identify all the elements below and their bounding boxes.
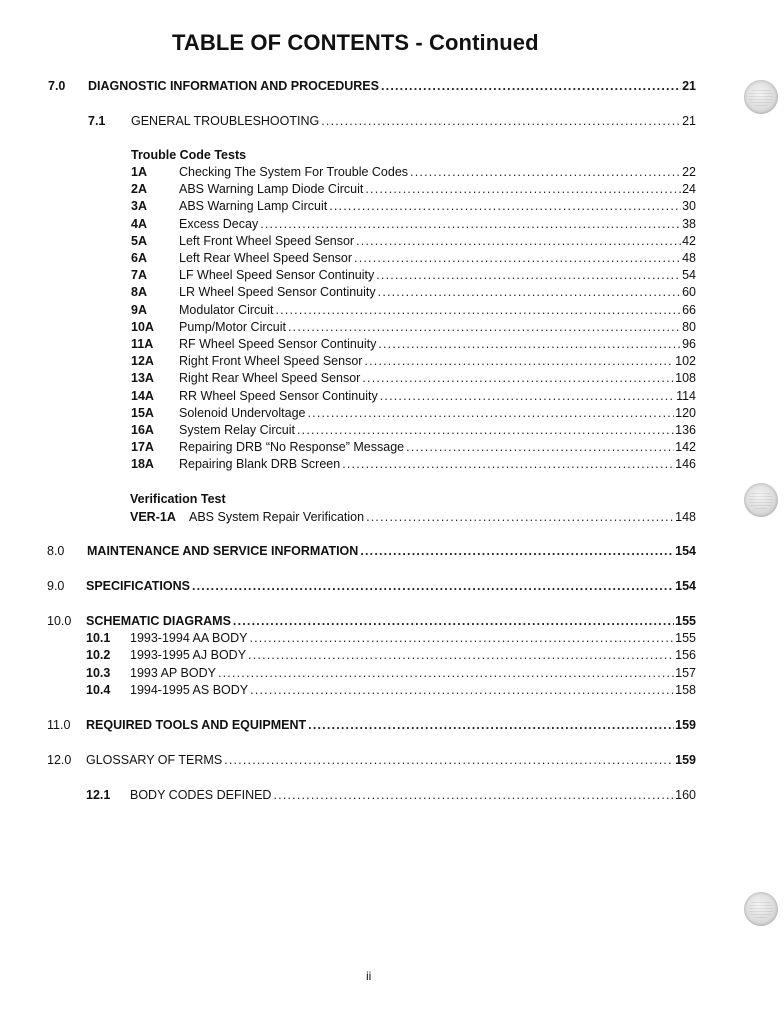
toc-entry-12-0[interactable] — [86, 752, 696, 769]
leader-dots — [273, 787, 674, 804]
entry-page: 155 — [675, 631, 696, 645]
test-code: 12A — [131, 354, 154, 368]
entry-page: 24 — [682, 182, 696, 196]
test-code: 7A — [131, 268, 147, 282]
entry-label: Repairing Blank DRB Screen — [179, 457, 341, 471]
section-number: 10.1 — [86, 631, 111, 645]
entry-label: RF Wheel Speed Sensor Continuity — [179, 337, 377, 351]
entry-label: GENERAL TROUBLESHOOTING — [131, 114, 320, 128]
entry-page: 158 — [675, 683, 696, 697]
entry-page: 80 — [682, 320, 696, 334]
toc-entry-test[interactable] — [179, 233, 696, 250]
section-number: 10.4 — [86, 683, 111, 697]
toc-entry-12-1[interactable] — [130, 787, 696, 804]
toc-entry-schematic[interactable] — [130, 682, 696, 699]
entry-label: 1993-1995 AJ BODY — [130, 648, 247, 662]
entry-label: SCHEMATIC DIAGRAMS — [86, 614, 231, 628]
toc-entry-test[interactable] — [179, 422, 696, 439]
toc-entry-test[interactable] — [179, 250, 696, 267]
leader-dots — [365, 181, 681, 198]
entry-label: REQUIRED TOOLS AND EQUIPMENT — [86, 718, 307, 732]
leader-dots — [260, 216, 681, 233]
toc-entry-schematic[interactable] — [130, 647, 696, 664]
test-code: 10A — [131, 320, 154, 334]
leader-dots — [249, 630, 674, 647]
leader-dots — [342, 456, 674, 473]
leader-dots — [378, 336, 681, 353]
entry-label: GLOSSARY OF TERMS — [86, 753, 223, 767]
leader-dots — [378, 284, 681, 301]
section-number: 11.0 — [47, 718, 71, 732]
section-number: 12.0 — [47, 753, 72, 767]
test-code: 17A — [131, 440, 154, 454]
entry-page: 54 — [682, 268, 696, 282]
toc-entry-8-0[interactable] — [87, 543, 696, 560]
section-number: 9.0 — [47, 579, 65, 593]
toc-entry-test[interactable] — [179, 216, 696, 233]
entry-page: 136 — [675, 423, 696, 437]
leader-dots — [329, 198, 681, 215]
entry-label: BODY CODES DEFINED — [130, 788, 272, 802]
entry-label: 1993-1994 AA BODY — [130, 631, 248, 645]
entry-label: Right Rear Wheel Speed Sensor — [179, 371, 361, 385]
entry-page: 156 — [675, 648, 696, 662]
toc-entry-test[interactable] — [179, 336, 696, 353]
toc-entry-test[interactable] — [179, 284, 696, 301]
leader-dots — [275, 302, 681, 319]
entry-page: 60 — [682, 285, 696, 299]
entry-page: 22 — [682, 165, 696, 179]
leader-dots — [356, 233, 681, 250]
toc-entry-11-0[interactable] — [86, 717, 696, 734]
entry-page: 154 — [675, 579, 696, 593]
leader-dots — [354, 250, 681, 267]
leader-dots — [288, 319, 681, 336]
toc-entry-ver-1a[interactable] — [189, 509, 696, 526]
leader-dots — [248, 647, 674, 664]
entry-page: 42 — [682, 234, 696, 248]
entry-page: 21 — [682, 114, 696, 128]
leader-dots — [218, 665, 674, 682]
entry-page: 38 — [682, 217, 696, 231]
toc-entry-test[interactable] — [179, 319, 696, 336]
entry-page: 157 — [675, 666, 696, 680]
leader-dots — [360, 543, 674, 560]
entry-label: LF Wheel Speed Sensor Continuity — [179, 268, 375, 282]
leader-dots — [308, 717, 674, 734]
leader-dots — [321, 113, 681, 130]
entry-page: 142 — [675, 440, 696, 454]
entry-page: 160 — [675, 788, 696, 802]
entry-page: 146 — [675, 457, 696, 471]
entry-page: 66 — [682, 303, 696, 317]
entry-page: 48 — [682, 251, 696, 265]
entry-label: Pump/Motor Circuit — [179, 320, 286, 334]
test-code: 18A — [131, 457, 154, 471]
leader-dots — [376, 267, 681, 284]
entry-label: RR Wheel Speed Sensor Continuity — [179, 389, 378, 403]
toc-entry-test[interactable] — [179, 353, 696, 370]
entry-label: 1993 AP BODY — [130, 666, 216, 680]
entry-label: SPECIFICATIONS — [86, 579, 190, 593]
toc-entry-test[interactable] — [179, 181, 696, 198]
toc-entry-test[interactable] — [179, 439, 696, 456]
leader-dots — [364, 353, 674, 370]
leader-dots — [406, 439, 674, 456]
leader-dots — [192, 578, 674, 595]
entry-label: ABS Warning Lamp Diode Circuit — [179, 182, 364, 196]
leader-dots — [381, 78, 681, 95]
entry-label: MAINTENANCE AND SERVICE INFORMATION — [87, 544, 359, 558]
entry-label: Left Front Wheel Speed Sensor — [179, 234, 355, 248]
test-code: 2A — [131, 182, 147, 196]
test-code: 4A — [131, 217, 147, 231]
section-number: 8.0 — [47, 544, 65, 558]
leader-dots — [224, 752, 674, 769]
entry-label: System Relay Circuit — [179, 423, 295, 437]
entry-label: LR Wheel Speed Sensor Continuity — [179, 285, 376, 299]
toc-entry-10-0[interactable] — [86, 613, 696, 630]
test-code: 15A — [131, 406, 154, 420]
entry-label: Solenoid Undervoltage — [179, 406, 306, 420]
leader-dots — [410, 164, 681, 181]
page-title: TABLE OF CONTENTS - Continued — [172, 30, 539, 55]
entry-page: 159 — [675, 718, 696, 732]
section-number: 10.3 — [86, 666, 111, 680]
leader-dots — [307, 405, 674, 422]
page-number: ii — [366, 969, 372, 983]
binder-hole-graphic — [744, 483, 778, 517]
leader-dots — [366, 509, 674, 526]
toc-entry-test[interactable] — [179, 164, 696, 181]
section-number: 10.0 — [47, 614, 72, 628]
test-code: 9A — [131, 303, 147, 317]
test-code: 8A — [131, 285, 147, 299]
entry-label: ABS System Repair Verification — [189, 510, 365, 524]
entry-page: 120 — [675, 406, 696, 420]
toc-entry-test[interactable] — [179, 302, 696, 319]
entry-label: Excess Decay — [179, 217, 259, 231]
entry-label: Repairing DRB “No Response” Message — [179, 440, 405, 454]
toc-entry-7-1[interactable] — [131, 113, 696, 130]
section-number: 12.1 — [86, 788, 111, 802]
test-code: 5A — [131, 234, 147, 248]
entry-page: 159 — [675, 753, 696, 767]
verification-test-heading: Verification Test — [130, 492, 226, 506]
binder-hole-graphic — [744, 80, 778, 114]
toc-entry-test[interactable] — [179, 370, 696, 387]
toc-entry-test[interactable] — [179, 267, 696, 284]
entry-label: Left Rear Wheel Speed Sensor — [179, 251, 353, 265]
test-code: 3A — [131, 199, 147, 213]
toc-entry-test[interactable] — [179, 388, 696, 405]
entry-page: 148 — [675, 510, 696, 524]
test-code: 13A — [131, 371, 154, 385]
leader-dots — [362, 370, 674, 387]
test-code: 11A — [131, 337, 154, 351]
leader-dots — [297, 422, 674, 439]
entry-label: ABS Warning Lamp Circuit — [179, 199, 328, 213]
toc-entry-7-0[interactable] — [88, 78, 696, 95]
entry-label: Right Front Wheel Speed Sensor — [179, 354, 363, 368]
section-number: 10.2 — [86, 648, 111, 662]
test-code: VER-1A — [130, 510, 176, 524]
entry-label: Checking The System For Trouble Codes — [179, 165, 409, 179]
leader-dots — [380, 388, 675, 405]
entry-page: 21 — [682, 79, 696, 93]
entry-page: 114 — [676, 389, 696, 403]
trouble-code-tests-heading: Trouble Code Tests — [131, 148, 247, 162]
toc-entry-schematic[interactable] — [130, 630, 696, 647]
entry-page: 155 — [675, 614, 696, 628]
toc-entry-schematic[interactable] — [130, 665, 696, 682]
test-code: 16A — [131, 423, 154, 437]
entry-page: 96 — [682, 337, 696, 351]
leader-dots — [250, 682, 674, 699]
test-code: 1A — [131, 165, 147, 179]
entry-page: 108 — [675, 371, 696, 385]
toc-entry-test[interactable] — [179, 405, 696, 422]
leader-dots — [233, 613, 674, 630]
entry-page: 102 — [675, 354, 696, 368]
toc-entry-test[interactable] — [179, 456, 696, 473]
entry-label: DIAGNOSTIC INFORMATION AND PROCEDURES — [88, 79, 379, 93]
binder-hole-graphic — [744, 892, 778, 926]
entry-page: 154 — [675, 544, 696, 558]
toc-entry-9-0[interactable] — [86, 578, 696, 595]
toc-entry-test[interactable] — [179, 198, 696, 215]
section-number: 7.1 — [88, 114, 106, 128]
test-code: 6A — [131, 251, 147, 265]
test-code: 14A — [131, 389, 154, 403]
entry-label: Modulator Circuit — [179, 303, 274, 317]
entry-label: 1994-1995 AS BODY — [130, 683, 249, 697]
entry-page: 30 — [682, 199, 696, 213]
section-number: 7.0 — [48, 79, 66, 93]
